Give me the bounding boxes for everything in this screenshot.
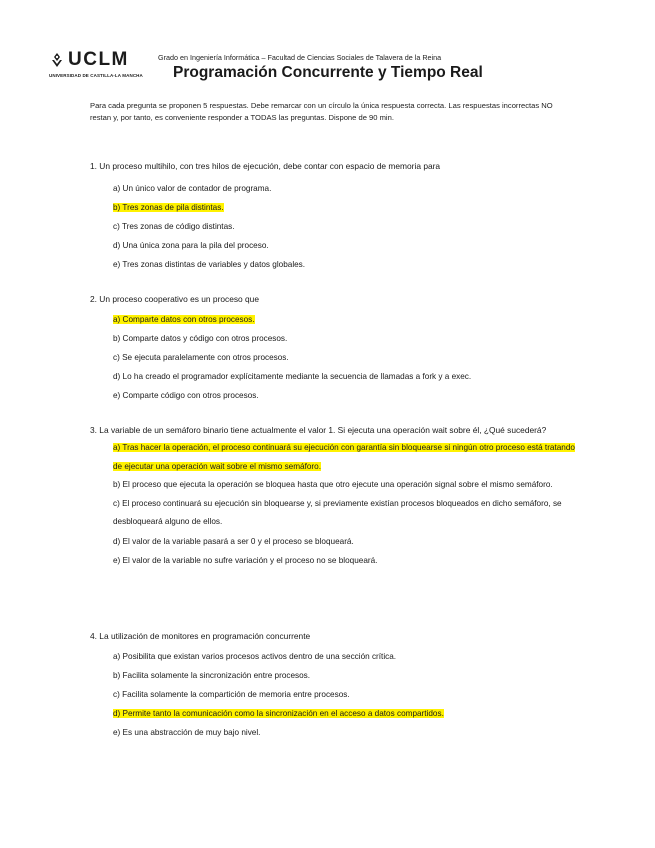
answer-option-correct[interactable] [113,310,580,329]
question-text: 3. La variable de un semáforo binario tiene actualmente el valor 1. Si ejecuta una operación wait sobre él, ¿Qué sucederá? [90,425,547,435]
answer-text: d) Una única zona para la pila del proceso. [113,241,269,250]
answer-text: e) Comparte código con otros procesos. [113,391,259,400]
answer-option[interactable] [113,179,580,198]
answer-option[interactable] [113,647,580,666]
question-2 [90,291,580,405]
logo-subtitle: UNIVERSIDAD DE CASTILLA-LA MANCHA [49,73,143,78]
answer-text: b) Facilita solamente la sincronización entre procesos. [113,671,311,680]
answer-text: b) Comparte datos y código con otros procesos. [113,334,288,343]
answer-list [90,647,580,742]
logo-text: UCLM [68,49,129,70]
answer-text: d) Lo ha creado el programador explícitamente mediante la secuencia de llamadas a fork y a exec. [113,372,472,381]
answer-option[interactable] [113,386,580,405]
answer-text: a) Posibilita que existan varios procesos activos dentro de una sección crítica. [113,652,397,661]
answer-text: e) Tres zonas distintas de variables y datos globales. [113,260,306,269]
question-1 [90,158,580,274]
question-text: 1. Un proceso multihilo, con tres hilos de ejecución, debe contar con espacio de memoria para [90,161,441,171]
answer-text: d) Permite tanto la comunicación como la sincronización en el acceso a datos compartidos. [113,709,444,718]
answer-list [90,310,580,405]
uclm-emblem-icon [49,52,65,68]
answer-option[interactable] [113,551,580,570]
answer-option-correct[interactable] [113,198,580,217]
answer-text: a) Tras hacer la operación, el proceso continuará su ejecución con garantía sin bloquearse si ningún otro proceso está tratando de ejecutar una operación wait sobre el mismo semáforo. [113,443,575,471]
question-text: 2. Un proceso cooperativo es un proceso que [90,294,260,304]
answer-option[interactable] [113,255,580,274]
header-subtitle: Grado en Ingeniería Informática – Facultad de Ciencias Sociales de Talavera de la Reina [158,53,442,62]
instructions: Para cada pregunta se proponen 5 respuestas. Debe remarcar con un círculo la única respuesta correcta. Las respuestas incorrectas NO restan y, por tanto, es conveniente responder a TODAS las preguntas. Dispone de 90 min. [90,101,553,122]
answer-option[interactable] [113,532,580,551]
answer-list [90,439,580,570]
answer-text: c) Facilita solamente la compartición de memoria entre procesos. [113,690,350,699]
answer-option[interactable] [113,723,580,742]
answer-option[interactable] [113,476,580,495]
answer-text: b) Tres zonas de pila distintas. [113,203,224,212]
question-3 [90,422,580,570]
answer-text: d) El valor de la variable pasará a ser 0 y el proceso se bloqueará. [113,536,354,546]
answer-option[interactable] [113,348,580,367]
answer-text: c) Se ejecuta paralelamente con otros procesos. [113,353,289,362]
answer-text: c) El proceso continuará su ejecución sin bloquearse y, si previamente existían procesos bloqueados en dicho semáforo, se desbloqueará alguno de ellos. [113,498,562,526]
answer-text: e) Es una abstracción de muy bajo nivel. [113,728,261,737]
answer-option[interactable] [113,495,580,532]
answer-option[interactable] [113,367,580,386]
answer-option-correct[interactable] [113,704,580,723]
page-title: Programación Concurrente y Tiempo Real [173,64,483,81]
answer-option-correct[interactable] [113,439,580,476]
answer-option[interactable] [113,685,580,704]
answer-text: a) Un único valor de contador de programa. [113,184,272,193]
question-4 [90,628,580,742]
uclm-logo [49,50,149,80]
answer-text: a) Comparte datos con otros procesos. [113,315,255,324]
answer-text: c) Tres zonas de código distintas. [113,222,235,231]
answer-text: b) El proceso que ejecuta la operación se bloquea hasta que otro ejecute una operación signal sobre el mismo semáforo. [113,480,553,489]
answer-text: e) El valor de la variable no sufre variación y el proceso no se bloqueará. [113,555,378,565]
answer-option[interactable] [113,236,580,255]
answer-option[interactable] [113,666,580,685]
question-text: 4. La utilización de monitores en programación concurrente [90,631,311,641]
answer-option[interactable] [113,329,580,348]
answer-list [90,179,580,274]
answer-option[interactable] [113,217,580,236]
